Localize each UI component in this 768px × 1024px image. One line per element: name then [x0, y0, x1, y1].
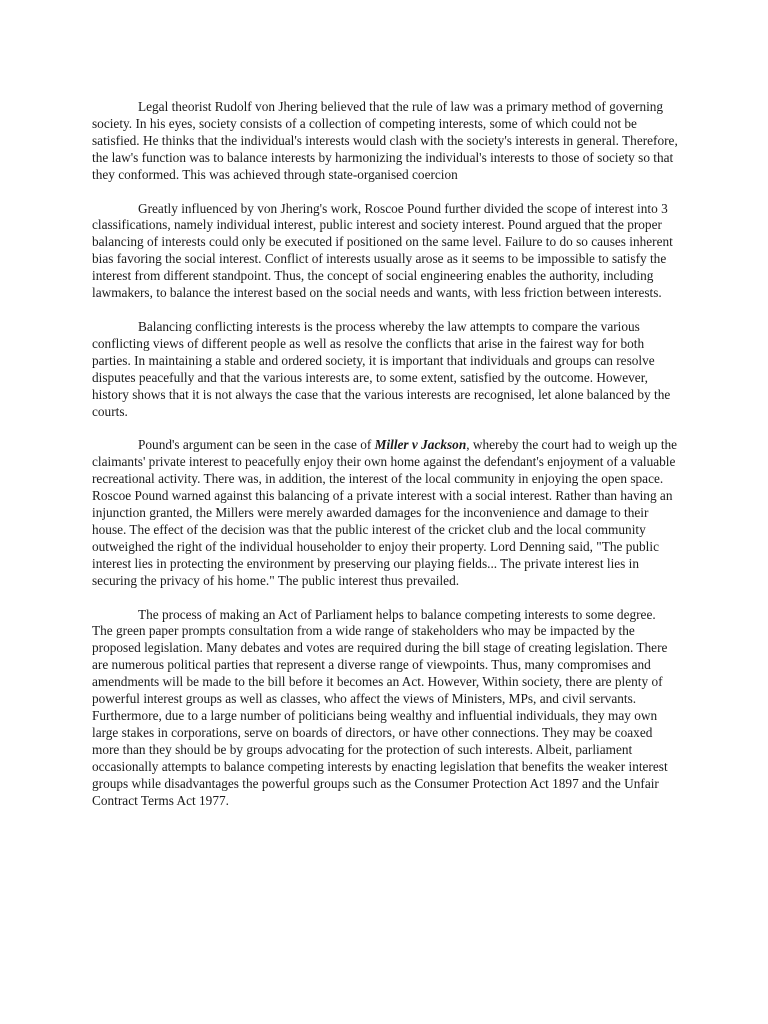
paragraph-jhering: Legal theorist Rudolf von Jhering believed that the rule of law was a primary method of governing society. In his eyes, society consists of a collection of competing interests, some of which could not be satisfied. He thinks that the individual's interests would clash with the society's interests in general. Therefore, the law's function was to balance interests by harmonizing the individual's interests to those of society so that they conformed. This was achieved through state-organised coercion: [92, 99, 678, 182]
paragraph-pound: Greatly influenced by von Jhering's work, Roscoe Pound further divided the scope of interest into 3 classifications, namely individual interest, public interest and society interest. Pound argued that the proper balancing of interests could only be executed if positioned on the same level. Failure to do so causes inherent bias favoring the social interest. Conflict of interests usually arose as it seems to be impossible to satisfy the interest from different standpoint. Thus, the concept of social engineering enables the authority, including lawmakers, to balance the interest based on the social needs and wants, with less friction between interests.: [92, 200, 673, 301]
document-page: [92, 99, 678, 826]
paragraph-miller-v-jackson: [92, 437, 678, 589]
paragraph-parliament: The process of making an Act of Parliament helps to balance competing interests to some degree. The green paper prompts consultation from a wide range of stakeholders who may be impacted by the proposed legislation. Many debates and votes are required during the bill stage of creating legislation. There are numerous political parties that represent a diverse range of viewpoints. Thus, many compromises and amendments will be made to the bill before it becomes an Act. However, Within society, there are plenty of powerful interest groups as well as classes, who affect the views of Ministers, MPs, and civil servants. Furthermore, due to a large number of politicians being wealthy and influential individuals, they may own large stakes in corporations, serve on boards of directors, or have other connections. They may be coaxed more than they should be by groups advocating for the protection of such interests. Albeit, parliament occasionally attempts to balance competing interests by enacting legislation that benefits the weaker interest groups while disadvantages the powerful groups such as the Consumer Protection Act 1897 and the Unfair Contract Terms Act 1977.: [92, 606, 668, 808]
paragraph-body-text: , whereby the court had to weigh up the claimants' private interest to peacefully enjoy their own home against the defendant's enjoyment of a valuable recreational activity. There was, in addition, the interest of the local community in enjoying the open space. Roscoe Pound warned against this balancing of a private interest with a social interest. Rather than having an injunction granted, the Millers were merely awarded damages for the inconvenience and damage to their house. The effect of the decision was that the public interest of the cricket club and the local community outweighed the right of the individual householder to enjoy their property. Lord Denning said, "The public interest lies in protecting the environment by preserving our playing fields... The private interest lies in securing the privacy of his home." The public interest thus prevailed.: [92, 437, 678, 588]
paragraph-balancing: Balancing conflicting interests is the process whereby the law attempts to compare the various conflicting views of different people as well as resolve the conflicts that arise in the fairest way for both parties. In maintaining a stable and ordered society, it is important that individuals and groups can resolve disputes peacefully and that the various interests are, to some extent, satisfied by the outcome. However, history shows that it is not always the case that the various interests are recognised, let alone balanced by the courts.: [92, 318, 671, 419]
case-name: Miller v Jackson: [374, 437, 467, 453]
paragraph-lead-text: Pound's argument can be seen in the case of: [138, 437, 375, 453]
